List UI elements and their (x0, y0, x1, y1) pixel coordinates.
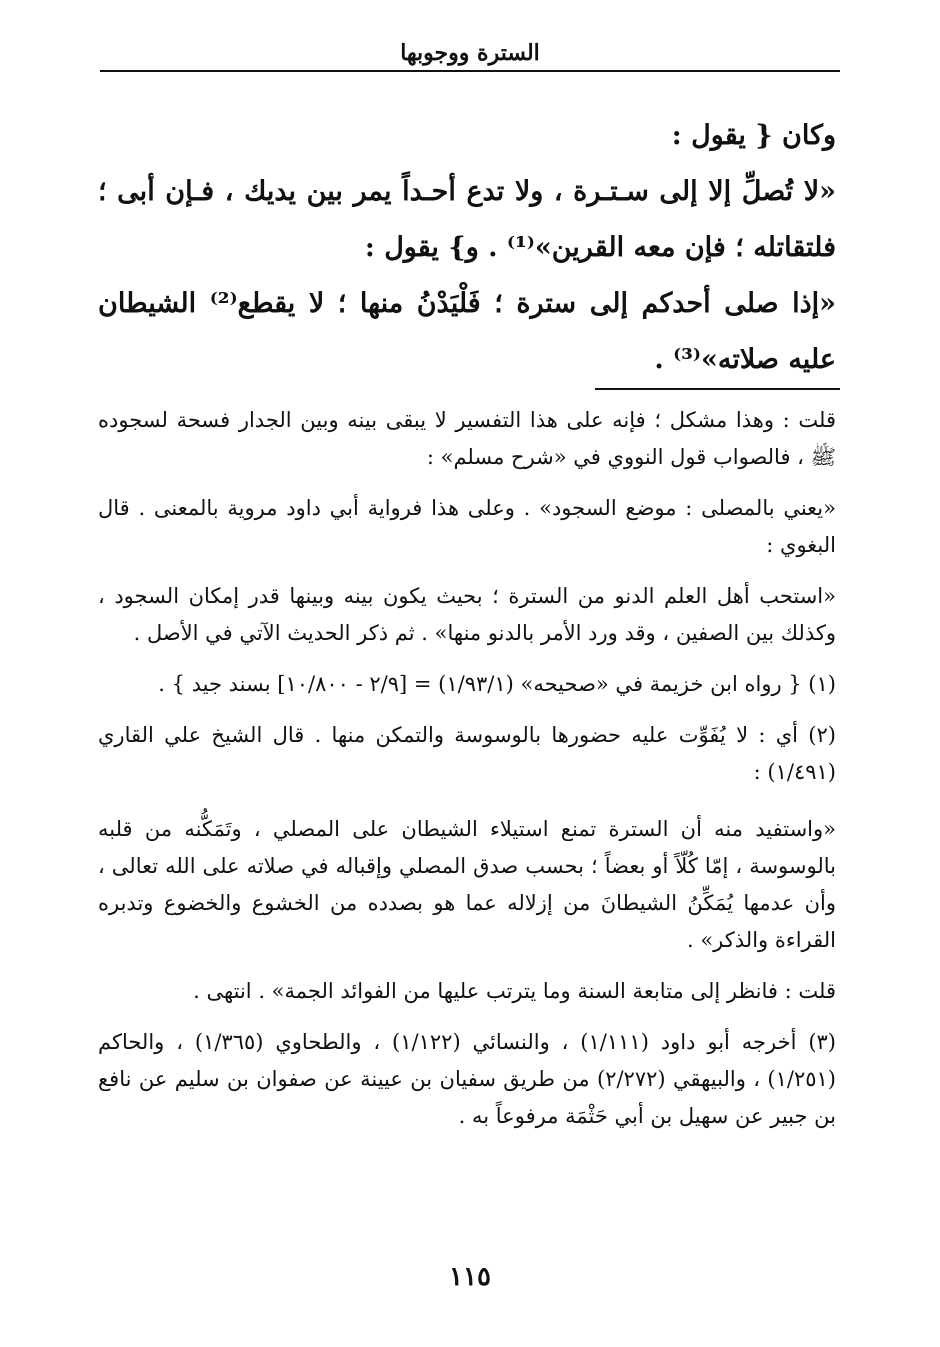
header-rule (100, 70, 840, 72)
intro-line: وكان { يقول : (671, 120, 836, 151)
running-head: السترة ووجوبها (400, 40, 540, 66)
footnote-separator (595, 388, 840, 390)
main-text (98, 108, 836, 388)
note-paragraph: «استحب أهل العلم الدنو من السترة ؛ بحيث يكون بينه وبينها قدر إمكان السجود ، وكذلك بين الصفين ، وقد ورد الأمر بالدنو منها» . ثم ذكر الحديث الآتي في الأصل . (98, 584, 836, 645)
footnote-3: (٣) أخرجه أبو داود (١/١١١) ، والنسائي (١/١٢٢) ، والطحاوي (١/٣٦٥) ، والحاكم (١/٢٥١) ، والبيهقي (٢/٢٧٢) من طريق سفيان بن عيينة عن صفوان بن سليم عن نافع بن جبير عن سهيل بن أبي حَثْمَة مرفوعاً به . (98, 1030, 836, 1128)
footnotes (98, 402, 836, 1135)
note-paragraph: «يعني بالمصلى : موضع السجود» . وعلى هذا فرواية أبي داود مروية بالمعنى . قال البغوي : (98, 496, 836, 557)
note-paragraph: قلت : وهذا مشكل ؛ فإنه على هذا التفسير لا يبقى بينه وبين الجدار فسحة لسجوده ﷺ ، فالصواب قول النووي في «شرح مسلم» : (98, 408, 836, 469)
note-quote: «واستفيد منه أن السترة تمنع استيلاء الشيطان على المصلي ، وتَمَكُّنه من قلبه بالوسوسة ، إمّا كُلّاً أو بعضاً ؛ بحسب صدق المصلي وإقباله في صلاته على الله تعالى ، وأن عدمها يُمَكِّنُ الشيطانَ من إزلاله عما هو بصدده من الخشوع والخضوع وتدبره القراءة والذكر» . (98, 817, 836, 952)
hadith-paragraph-1: «لا تُصلِّ إلا إلى سـتـرة ، ولا تدع أحـداً يمر بين يديك ، فـإن أبى ؛ فلتقاتله ؛ فإن معه القرين»⁽¹⁾ . و} يقول : (98, 176, 836, 263)
note-paragraph: قلت : فانظر إلى متابعة السنة وما يترتب عليها من الفوائد الجمة» . انتهى . (193, 979, 836, 1003)
footnote-2: (٢) أي : لا يُفَوِّت عليه حضورها بالوسوسة والتمكن منها . قال الشيخ علي القاري (١/٤٩١) : (98, 723, 836, 784)
page-number: ١١٥ (449, 1262, 491, 1292)
hadith-paragraph-2: «إذا صلى أحدكم إلى سترة ؛ فَلْيَدْنُ منها ؛ لا يقطع⁽²⁾ الشيطان عليه صلاته»⁽³⁾ . (98, 288, 837, 375)
footnote-1: (١) { رواه ابن خزيمة في «صحيحه» (١/٩٣/١) = [٢/٩ - ١٠/٨٠٠] بسند جيد } . (158, 672, 836, 696)
